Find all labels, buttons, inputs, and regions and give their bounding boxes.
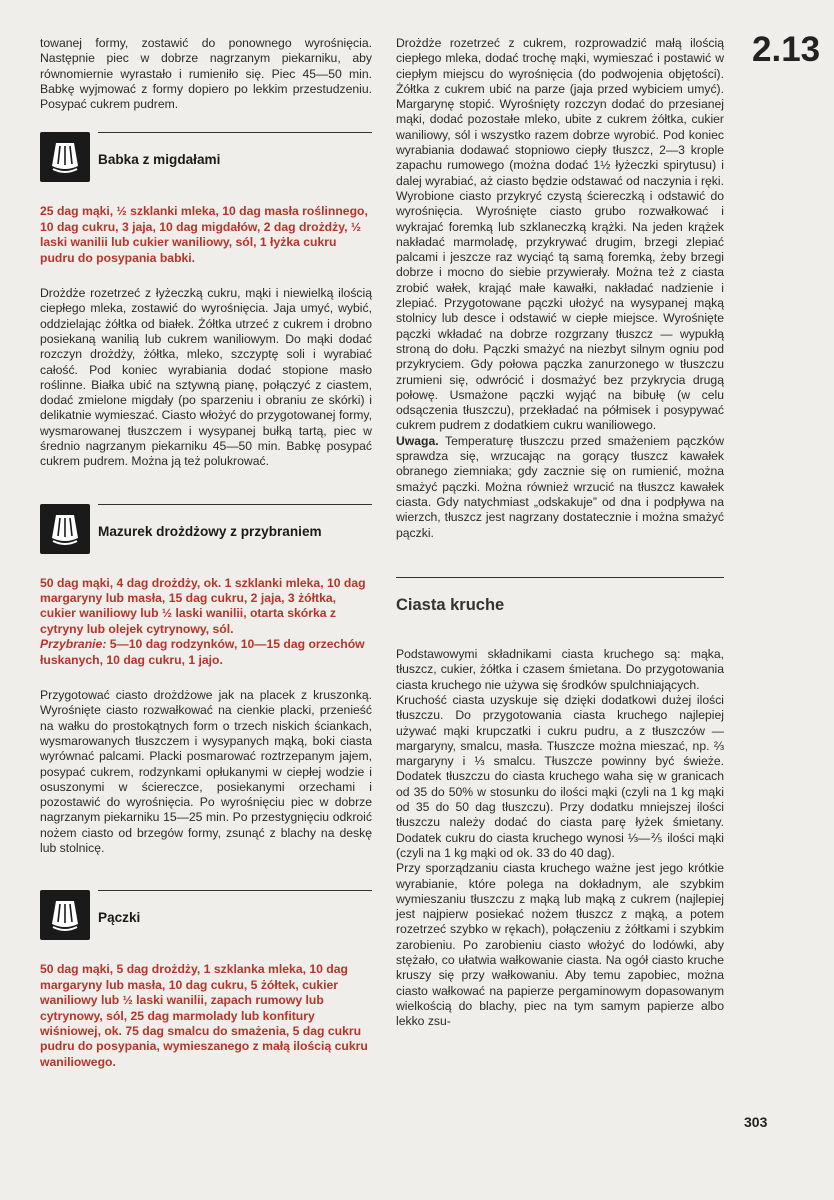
recipe-heading-babka: [40, 132, 372, 190]
recipe-ingredients: 50 dag mąki, 5 dag drożdży, 1 szklanka mleka, 10 dag margaryny lub masła, 10 dag cukru, 5 żółtek, cukier waniliowy lub ½ laski wanilii, zapach rumowy lub cytrynowy, sól, 25 dag marmolady lub konfitury wiśniowej, ok. 75 dag smalcu do smażenia, 5 dag cukru pudru do posypania, wymieszanego z małą ilością cukru waniliowego.: [40, 962, 368, 1069]
chapter-number: 2.13: [752, 30, 821, 69]
decoration-label: Przybranie:: [40, 637, 107, 652]
note-text: Temperaturę tłuszczu przed smażeniem pączków sprawdza się, wrzucając na gorący tłuszcz kawałek obranego ziemniaka; gdy zacznie się on rumienić, można smażyć pączki. Można również wrzucić na tłuszcz kawałek ciasta. Gdy natychmiast „odskakuje” od dna i podpływa na wierzch, tłuszcz jest nagrzany dostatecznie i można smażyć pączki.: [396, 433, 724, 540]
section-paragraph: Kruchość ciasta uzyskuje się dzięki dodatkowi dużej ilości tłuszczu. Do przygotowania ciasta kruchego najlepiej używać mąki krupczatki i cukru pudru, a z tłuszczów — margaryny, smalcu, masła. Tłuszcze można mieszać, np. ⅔ margaryny i ⅓ smalcu. Tłuszcze powinny być świeże. Dodatek tłuszczu do ciasta kruchego waha się w granicach od 35 do 50% w stosunku do ilości mąki (czyli na 1 kg mąki od 35 do 50 dag tłuszczu). Przy dodatku mniejszej ilości tłuszczu należy dodać do ciasta parę łyżek śmietany. Dodatek cukru do ciasta kruchego wynosi ⅓—⅖ ilości mąki (czyli na 1 kg mąki od ok. 33 do 40 dag).: [396, 692, 724, 860]
recipe-title: Mazurek drożdżowy z przybraniem: [98, 523, 322, 539]
recipe-heading-paczki: [40, 890, 372, 948]
section-title: Ciasta kruche: [396, 595, 505, 614]
baking-mold-icon: [40, 504, 90, 554]
recipe-heading-mazurek: [40, 504, 372, 562]
recipe-ingredients: [40, 576, 372, 668]
recipe-method: Przygotować ciasto drożdżowe jak na placek z kruszonką. Wyrośnięte ciasto rozwałkować na cienkie placki, przenieść na wałku do prostokątnych form o trzech niskich ściankach, wysmarowanych tłuszczem i wysypanych mąką, boki ciasta wyrównać palcami. Placki posmarować roztrzepanym jajem, posypać cukrem, rodzynkami opłukanymi w ciepłej wodzie i osuszonymi w ściereczce, posiekanymi orzechami i pozostawić do wyrośnięcia. Po wyrośnięciu piec w dobrze nagrzanym piekarniku 15—25 min. Po przestygnięciu odkroić nożem ciasto od brzegów formy, zsunąć z blachy na deskę lub stolnicę.: [40, 688, 372, 856]
recipe-title: Pączki: [98, 910, 141, 926]
heading-rule: [98, 132, 372, 133]
left-column: [40, 36, 372, 1090]
note-label: Uwaga.: [396, 433, 439, 448]
page-number: 303: [744, 1114, 768, 1130]
note-paragraph: [396, 434, 724, 541]
section-rule: [396, 577, 724, 578]
right-column: [396, 36, 724, 1030]
heading-rule: [98, 890, 372, 891]
section-paragraph: Przy sporządzaniu ciasta kruchego ważne jest jego krótkie wyrabianie, które polega na dokładnym, ale szybkim wymieszaniu tłuszczu z mąką lub mąką z cukrem (najlepiej jest najpierw posiekać nożem tłuszcz z mąką, a potem rozetrzeć szybko w rękach), połączeniu z żółtkami i szybkim zarobieniu. Po zarobieniu ciasto włożyć do lodówki, aby stężało, co ułatwia wałkowanie ciasta. Na ogół ciasto kruche kruszy się przy wałkowaniu. Aby temu zapobiec, można ciasto wałkować na papierze pergaminowym dopasowanym wielkością do blachy, piec na tym samym papierze albo lekko zsu-: [396, 861, 724, 1029]
recipe-method: Drożdże rozetrzeć z łyżeczką cukru, mąki i niewielką ilością ciepłego mleka, zostawić do wyrośnięcia. Jaja umyć, wybić, oddzielając żółtka od białek. Żółtka utrzeć z cukrem i drobno posiekaną wanilią lub cukrem waniliowym. Do mąki dodać rozczyn drożdży, żółtka, mleko, szczyptę soli i wyrabiać całość. Pod koniec wyrabiania dodać stopione masło roślinne. Białka ubić na sztywną pianę, połączyć z ciastem, dodać zmielone migdały (po sparzeniu i obraniu ze skórki) i delikatnie wymieszać. Ciasto włożyć do przygotowanej formy, wysmarowanej tłuszczem i wysypanej bułką tartą, piec w średnio nagrzanym piekarniku 45—50 min. Babkę posypać cukrem pudrem. Można ją też polukrować.: [40, 286, 372, 469]
section-paragraph: Podstawowymi składnikami ciasta kruchego są: mąka, tłuszcz, cukier, żółtka i czasem śmietana. Do przygotowania ciasta kruchego nie używa się środków spulchniających.: [396, 647, 724, 692]
baking-mold-icon: [40, 890, 90, 940]
recipe-title: Babka z migdałami: [98, 152, 221, 168]
ingredients-text: 50 dag mąki, 4 dag drożdży, ok. 1 szklanki mleka, 10 dag margaryny lub masła, 15 dag cukru, 2 jaja, 3 żółtka, cukier waniliowy lub ½ laski wanilii, otarta skórka z cytryny lub olejek cytrynowy, sól.: [40, 575, 366, 636]
paczki-method: Drożdże rozetrzeć z cukrem, rozprowadzić małą ilością ciepłego mleka, dodać trochę mąki, wymieszać i postawić w ciepłym miejscu do wyrośnięcia (do podwojenia objętości). Żółtka z cukrem ubić na parze (jaja przed wybiciem umyć). Margarynę stopić. Wyrośnięty rozczyn dodać do przesianej mąki, dodać pozostałe mleko, ubite z cukrem żółtka, cukier waniliowy, sól i wszystko razem dobrze wyrobić. Pod koniec wyrabiania dodawać stopniowo ciepły tłuszcz, 2—3 krople zapachu rumowego (można dodać 1½ łyżeczki spirytusu) i dalej wyrabiać, aż ciasto będzie odstawać od naczynia i ręki. Wyrobione ciasto przykryć czystą ściereczką i odstawić do wyrośnięcia. Wyrośnięte ciasto grubo rozwałkować i wykrajać foremką lub szklaneczką krążki. Na jeden krążek nakładać marmoladę, przykrywać drugim, brzegi zlepiać palcami i jeszcze raz wyciąć tą samą foremką, żeby brzegi dobrze i mocno do siebie przywierały. Można też z ciasta zrobić wałek, krająć małe kawałki, nakładać nadzienie i zlepiać. Przygotowane pączki ułożyć na wysypanej mąką stolnicy lub desce i odstawić w ciepłe miejsce. Wyrośnięte pączki wkładać na dobrze rozgrzany tłuszcz — wypukłą stroną do dołu. Pączki smażyć na niezbyt silnym ogniu pod przykryciem. Gdy połowa pączka zanurzonego w tłuszczu zrumieni się, odwrócić i dosmażyć bez przykrycia drugą połowę. Usmażone pączki wyjąć na bibułę (w celu odsączenia tłuszczu), przekładać na półmisek i posypywać cukrem pudrem z dodatkiem cukru waniliowego.: [396, 36, 724, 433]
baking-mold-icon: [40, 132, 90, 182]
decoration-text: 5—10 dag rodzynków, 10—15 dag orzechów łuskanych, 10 dag cukru, 1 jajo.: [40, 637, 365, 667]
intro-paragraph: towanej formy, zostawić do ponownego wyrośnięcia. Następnie piec w dobrze nagrzanym piekarniku, aby równomiernie wyrastało i rumieniło się. Piec 45—50 min. Babkę wyjmować z formy dopiero po lekkim przestudzeniu. Posypać cukrem pudrem.: [40, 36, 372, 112]
heading-rule: [98, 504, 372, 505]
recipe-ingredients: 25 dag mąki, ½ szklanki mleka, 10 dag masła roślinnego, 10 dag cukru, 3 jaja, 10 dag migdałów, 2 dag drożdży, ½ laski wanilii lub cukier waniliowy, sól, 1 łyżka cukru pudru do posypania babki.: [40, 204, 368, 265]
